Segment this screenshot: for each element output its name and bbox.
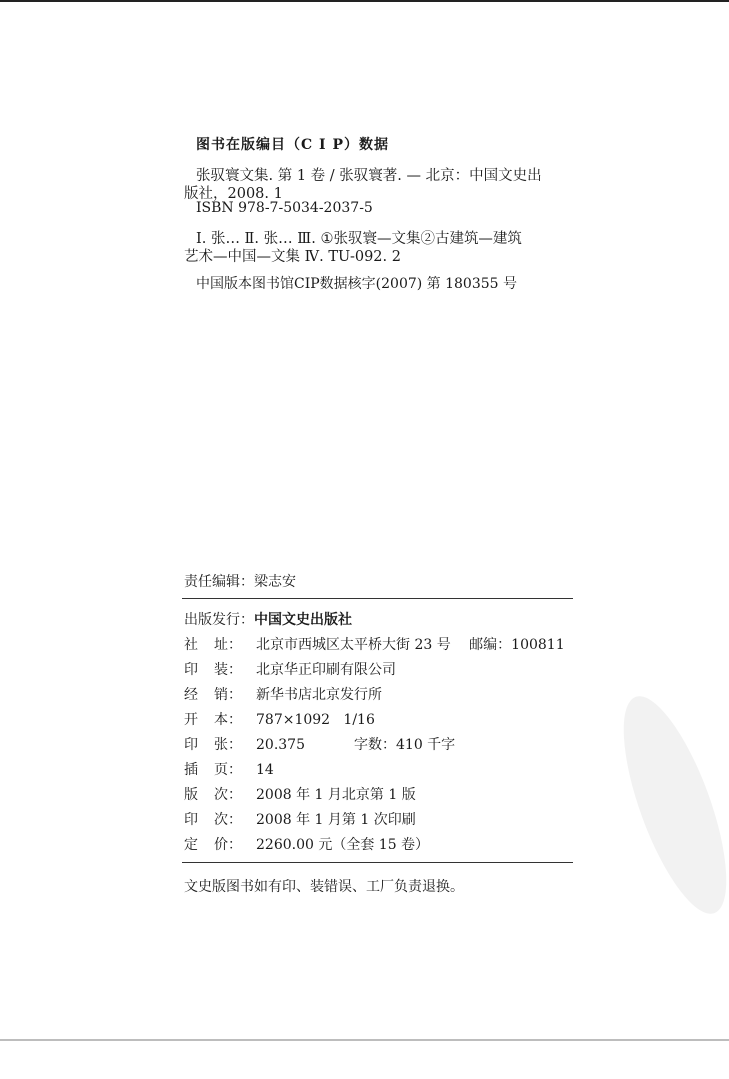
address-label-suffix: 址： [214, 637, 242, 653]
plates-label-char: 插 [184, 762, 198, 778]
plates-row [184, 759, 274, 779]
price-label-suffix: 价： [214, 837, 242, 853]
distribution-label-suffix: 销： [214, 687, 242, 703]
cip-entry-line-1: 张驭寰文集. 第 1 卷 / 张驭寰著. — 北京：中国文史出 [196, 168, 542, 184]
plates-label-suffix: 页： [214, 762, 242, 778]
cip-classification-line-1: Ⅰ. 张… Ⅱ. 张… Ⅲ. ①张驭寰—文集②古建筑—建筑 [196, 231, 522, 247]
price-label-char: 定 [184, 837, 198, 853]
edition-label-suffix: 次： [214, 787, 242, 803]
price-row [184, 834, 429, 854]
sheets-value: 20.375 [256, 737, 305, 753]
address-label-char: 社 [184, 637, 198, 653]
sheets-row [184, 734, 455, 754]
edition-row [184, 784, 416, 804]
edition-label-char: 版 [184, 787, 198, 803]
price-value: 2260.00 元（全套 15 卷） [256, 837, 430, 853]
address-value: 北京市西城区太平桥大街 23 号 [256, 637, 451, 653]
printing-row [184, 659, 396, 679]
printing-value: 北京华正印刷有限公司 [256, 662, 396, 678]
format-row [184, 709, 375, 729]
publisher-name: 中国文史出版社 [254, 612, 352, 628]
cip-isbn: ISBN 978-7-5034-2037-5 [196, 200, 373, 216]
cip-classification-line-2: 艺术—中国—文集 Ⅳ. TU-092. 2 [184, 249, 401, 265]
distribution-label-char: 经 [184, 687, 198, 703]
impression-label-suffix: 次： [214, 812, 242, 828]
editor-label: 责任编辑： [184, 574, 254, 590]
scan-smudge [603, 685, 729, 925]
publisher-row [184, 609, 352, 629]
printing-label-suffix: 装： [214, 662, 242, 678]
word-count-value: 410 千字 [396, 737, 456, 753]
impression-row [184, 809, 416, 829]
format-label-char: 开 [184, 712, 198, 728]
divider-top [182, 598, 573, 599]
divider-bottom [182, 862, 573, 863]
printing-label-char: 印 [184, 662, 198, 678]
sheets-label-char: 印 [184, 737, 198, 753]
distribution-row [184, 684, 382, 704]
bottom-edge-line [0, 1039, 729, 1041]
impression-label-char: 印 [184, 812, 198, 828]
postcode-value: 100811 [511, 637, 565, 653]
distribution-value: 新华书店北京发行所 [256, 687, 382, 703]
cip-record-number: 中国版本图书馆CIP数据核字(2007) 第 180355 号 [196, 276, 518, 292]
top-edge-line [0, 0, 729, 2]
format-value: 787×1092 1/16 [256, 712, 375, 728]
cip-entry-line-2: 版社，2008. 1 [184, 186, 283, 202]
editor-row [184, 571, 296, 591]
edition-value: 2008 年 1 月北京第 1 版 [256, 787, 416, 803]
format-label-suffix: 本： [214, 712, 242, 728]
cip-title: 图书在版编目（C I P）数据 [196, 137, 389, 153]
impression-value: 2008 年 1 月第 1 次印刷 [256, 812, 416, 828]
footer-note: 文史版图书如有印、装错误、工厂负责退换。 [184, 879, 464, 895]
plates-value: 14 [256, 762, 274, 778]
sheets-label-suffix: 张： [214, 737, 242, 753]
word-count-label: 字数： [354, 737, 396, 753]
address-row [184, 634, 565, 654]
publisher-label: 出版发行： [184, 612, 254, 628]
editor-name: 梁志安 [254, 574, 296, 590]
postcode-label: 邮编： [469, 637, 512, 653]
